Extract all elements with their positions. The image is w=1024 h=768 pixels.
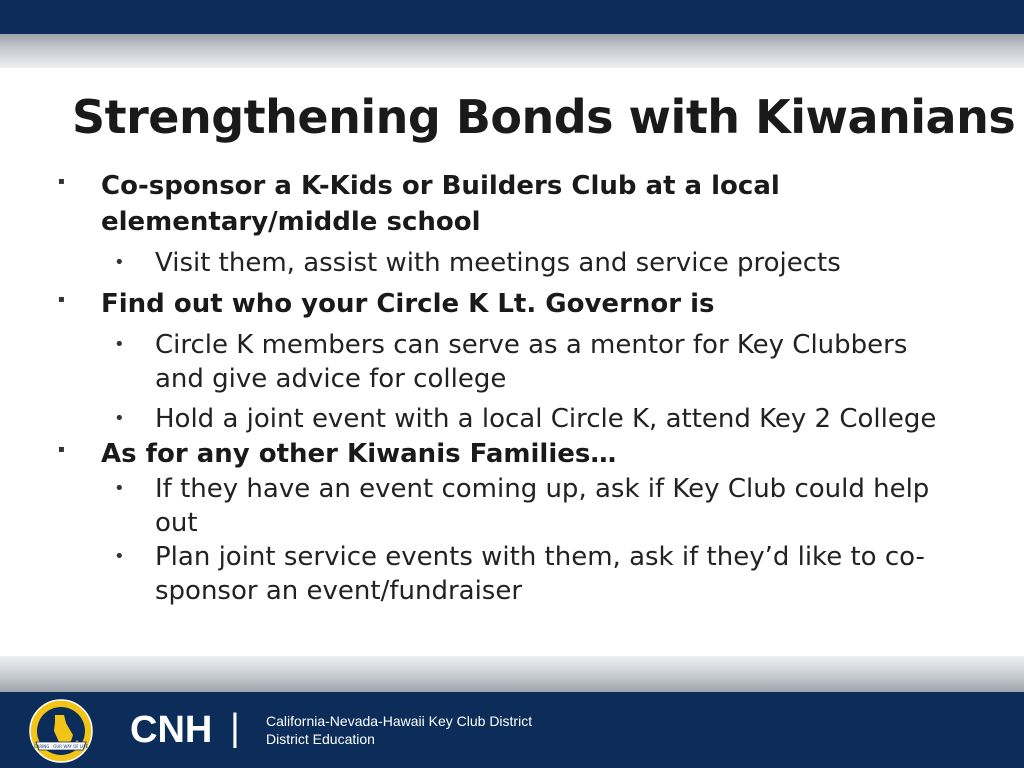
bullet-level1 [0, 286, 1024, 322]
bullet-dot-icon: • [114, 546, 125, 567]
bullet-level1 [0, 168, 1024, 240]
bullet-point-text: If they have an event coming up, ask if Key Club could help out [155, 474, 930, 538]
bullet-heading-text: Co-sponsor a K-Kids or Builders Club at a local elementary/middle school [101, 171, 780, 237]
brand-name: CNH [130, 709, 213, 751]
footer-line-education: District Education [266, 731, 375, 747]
bullet-level2 [0, 472, 1024, 540]
footer-text [266, 712, 532, 748]
top-gradient-band [0, 34, 1024, 68]
footer-line-district: California-Nevada-Hawaii Key Club District [266, 713, 533, 729]
bullet-point-text: Visit them, assist with meetings and service projects [155, 248, 841, 278]
key-club-logo-icon [28, 698, 94, 764]
bullet-dot-icon: • [114, 334, 125, 355]
bullet-level2 [0, 402, 1024, 436]
bullet-marker-icon: ▪ [58, 294, 65, 305]
bullet-point-text: Circle K members can serve as a mentor for Key Clubbers and give advice for college [155, 330, 908, 394]
bullet-dot-icon: • [114, 478, 125, 499]
brand-separator: | [230, 707, 240, 749]
bullet-level2 [0, 328, 1024, 396]
bullet-level1 [0, 436, 1024, 472]
logo-ribbon-text: CARING · OUR WAY OF LIFE [33, 744, 89, 749]
bullet-marker-icon: ▪ [58, 444, 65, 455]
bullet-heading-text: Find out who your Circle K Lt. Governor is [101, 289, 715, 319]
bullet-point-text: Hold a joint event with a local Circle K, attend Key 2 College [155, 404, 937, 434]
bullet-dot-icon: • [114, 408, 125, 429]
bullet-level2 [0, 246, 1024, 280]
slide-title: Strengthening Bonds with Kiwanians [72, 90, 1016, 144]
bottom-gradient-band [0, 656, 1024, 692]
top-navy-bar [0, 0, 1024, 34]
bullet-level2 [0, 540, 1024, 608]
bullet-point-text: Plan joint service events with them, ask if they’d like to co-sponsor an event/fundraiser [155, 542, 925, 606]
bullet-dot-icon: • [114, 252, 125, 273]
slide-body [0, 168, 1024, 608]
bullet-marker-icon: ▪ [58, 176, 65, 187]
bullet-heading-text: As for any other Kiwanis Families… [101, 439, 617, 469]
